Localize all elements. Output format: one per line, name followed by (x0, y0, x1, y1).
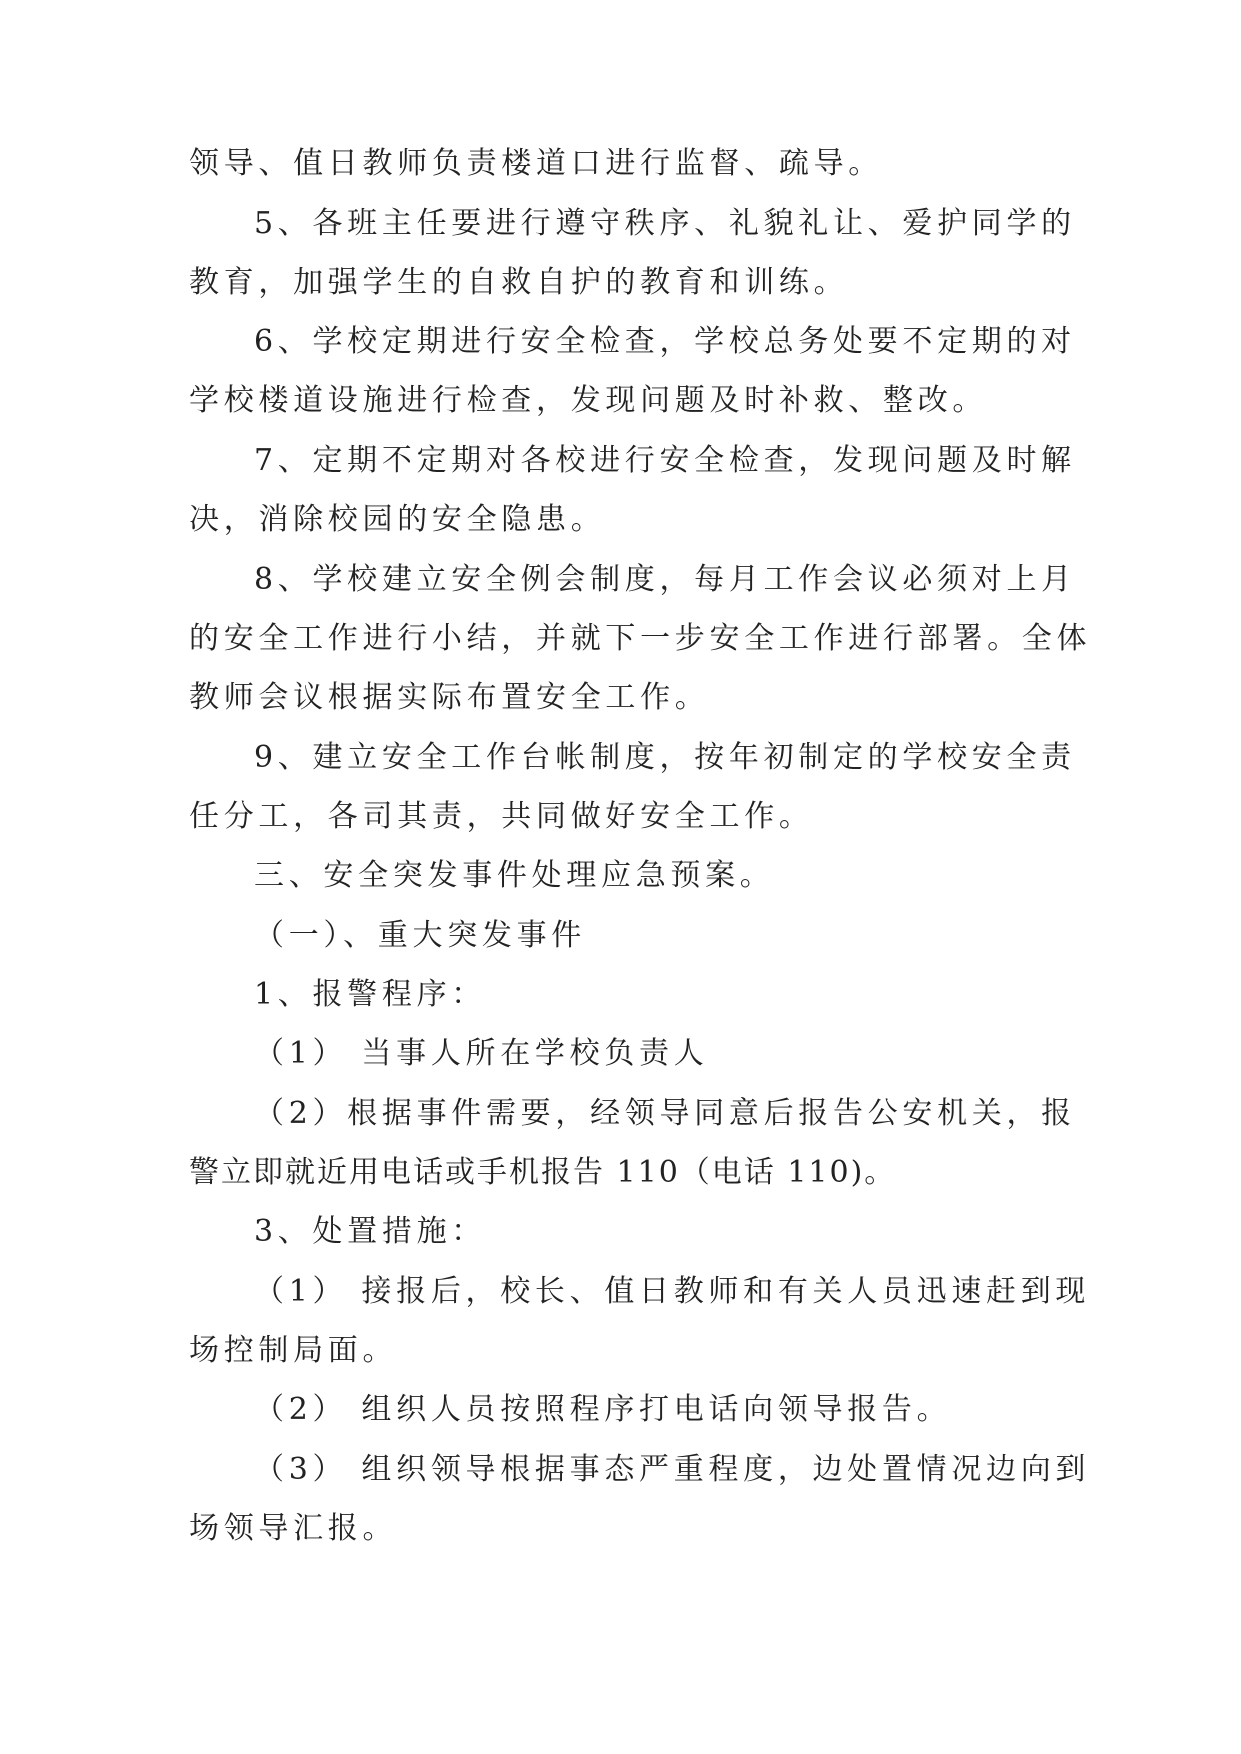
text-line: 警立即就近用电话或手机报告 110（电话 110)。 (189, 1155, 897, 1190)
text-line: 3、处置措施： (254, 1214, 486, 1249)
text-line: 场领导汇报。 (189, 1511, 398, 1546)
text-line: 学校楼道设施进行检查，发现问题及时补救、整改。 (189, 383, 988, 418)
text-line: 7、定期不定期对各校进行安全检查，发现问题及时解 (254, 443, 1076, 478)
text-line: （1） 接报后，校长、值日教师和有关人员迅速赶到现 (254, 1274, 1091, 1309)
text-line: 场控制局面。 (189, 1333, 398, 1368)
text-line: （1） 当事人所在学校负责人 (254, 1036, 709, 1071)
section-heading: 三、安全突发事件处理应急预案。 (254, 858, 775, 893)
text-line: （2） 组织人员按照程序打电话向领导报告。 (254, 1392, 952, 1427)
text-line: 的安全工作进行小结，并就下一步安全工作进行部署。全体 (189, 621, 1092, 656)
text-line: （3） 组织领导根据事态严重程度，边处置情况边向到 (254, 1452, 1091, 1487)
text-line: 5、各班主任要进行遵守秩序、礼貌礼让、爱护同学的 (254, 206, 1076, 241)
text-line: （2）根据事件需要，经领导同意后报告公安机关，报 (254, 1096, 1076, 1131)
text-line: 1、报警程序： (254, 977, 486, 1012)
text-line: 教师会议根据实际布置安全工作。 (189, 680, 710, 715)
text-line: 8、学校建立安全例会制度，每月工作会议必须对上月 (254, 562, 1076, 597)
text-line: 决，消除校园的安全隐患。 (189, 502, 606, 537)
text-line: 教育，加强学生的自救自护的教育和训练。 (189, 265, 849, 300)
text-line: 领导、值日教师负责楼道口进行监督、疏导。 (189, 146, 883, 181)
subsection-heading: （一）、重大突发事件 (254, 918, 586, 953)
text-line: 任分工，各司其责，共同做好安全工作。 (189, 799, 814, 834)
text-line: 9、建立安全工作台帐制度，按年初制定的学校安全责 (254, 740, 1076, 775)
text-line: 6、学校定期进行安全检查，学校总务处要不定期的对 (254, 324, 1076, 359)
